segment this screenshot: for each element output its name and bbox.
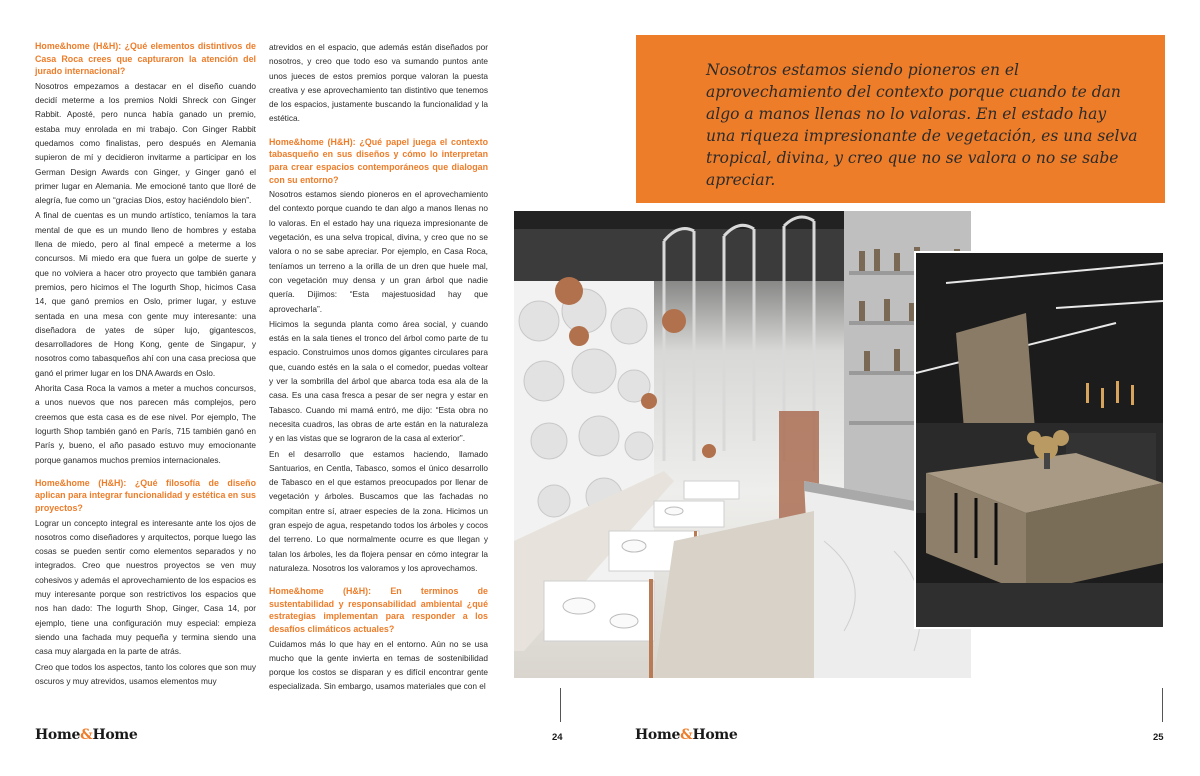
- page-number: 24: [552, 732, 563, 743]
- magazine-logo: [635, 727, 738, 743]
- paragraph: Hicimos la segunda planta como área social, y cuando estás en la sala tienes el tronco del árbol como parte de tu espacio. Construimos unos domos gigantes circulares para que, cuando estés en la sala o el comedor, puedas voltear y ver la sombrilla del árbol que abarca toda esa ala de la casa. Es una casa fresca a pesar de ser negra y estar en Tabasco. Cuando mi mamá entró, me dijo: “Esta obra no necesita cuadros, las obras de arte están en la naturaleza y en las vistas que se lograron de la casa al exterior”.: [269, 318, 488, 444]
- restaurant-interior-photo: [514, 211, 971, 678]
- divider: [1162, 688, 1163, 722]
- logo-word: Home: [692, 727, 738, 743]
- logo-ampersand: &: [680, 727, 693, 743]
- logo-ampersand: &: [80, 727, 93, 743]
- logo-word: Home: [92, 727, 138, 743]
- pull-quote: Nosotros estamos siendo pioneros en el aprovechamiento del contexto porque cuando te dan algo a manos llenas no lo valoras. En el estado hay una riqueza impresionante de vegetación, es una selva tropical, divina, y creo que no se valora o no se sabe apreciar.: [706, 61, 1138, 189]
- paragraph: Nosotros estamos siendo pioneros en el aprovechamiento del contexto porque cuando te dan algo a manos llenas no lo valoras. En el estado hay una riqueza impresionante de vegetación, es una selva tropical, divina, y creo que no se valora o no se sabe apreciar. Por ejemplo, en Casa Roca, teníamos un terreno a la orilla de un dren que huele mal, con vegetación muy densa y un gran árbol que nadie quería. Dijimos: “Esta majestuosidad hay que aprovecharla”.: [269, 189, 488, 314]
- question-heading: Home&home (H&H): ¿Qué elementos distintivos de Casa Roca crees que capturaron la atención del jurado internacional?: [35, 41, 256, 77]
- pull-quote-box: [636, 35, 1165, 203]
- text-column-2: [269, 40, 488, 695]
- paragraph: En el desarrollo que estamos haciendo, llamado Santuarios, en Centla, Tabasco, somos el único desarrollo de Tabasco en el que estamos preocupados por llenar de vegetación y árboles. Buscamos que las fachadas no compitan entre sí, atraer especies de la zona. Hicimos un gran espejo de agua, respetando todos los árboles y cocos del terreno. Lo que normalmente ocurre es que llegan y talan los árboles, les da flojera pensar en cómo integrar la naturaleza. Nosotros los valoramos y los aprovechamos.: [269, 448, 488, 573]
- paragraph: Lograr un concepto integral es interesante ante los ojos de nosotros como diseñadores y arquitectos, porque luego las cosas se pueden sentir como elementos separados y no integrados. Creo que nuestros proyectos se ven muy cohesivos y además el aprovechamiento de los espacios es muy interesante porque son restrictivos los espacios que nos han dado: The Iogurth Shop, Ginger, Casa 14, por ejemplo, tiene una configuración muy especial: empieza siendo una fachada muy pequeña y termina siendo una casa muy alargada en la parte de atrás.: [35, 517, 256, 657]
- text-column-1: [35, 40, 256, 689]
- magazine-logo: [35, 727, 138, 743]
- logo-word: Home: [35, 727, 81, 743]
- kitchen-illustration: [916, 253, 1163, 627]
- paragraph: Ahorita Casa Roca la vamos a meter a muchos concursos, a unos nuevos que nos parecen más complejos, pero creemos que esta casa es de ese nivel. Por ejemplo, The Iogurth Shop también ganó en París, 715 también ganó en París y, bueno, el año pasado estuvo muy emocionante porque ganamos muchos premios internacionales.: [35, 383, 256, 465]
- paragraph: Cuidamos más lo que hay en el entorno. Aún no se usa mucho que la gente invierta en temas de sostenibilidad porque los costos se disparan y es difícil encontrar gente especializada. Sin embargo, usamos materiales que con el: [269, 638, 488, 692]
- kitchen-interior-photo: [914, 251, 1165, 629]
- divider: [560, 688, 561, 722]
- page-number: 25: [1153, 732, 1164, 743]
- question-heading: Home&home (H&H): ¿Qué filosofía de diseño aplican para integrar funcionalidad y estética en sus proyectos?: [35, 477, 256, 513]
- restaurant-illustration: [514, 211, 971, 678]
- logo-word: Home: [635, 727, 681, 743]
- paragraph: A final de cuentas es un mundo artístico, teníamos la tara mental de que es un mundo lleno de hombres y estaba llena de miedo, pero al final empecé a meterme a los concursos. Mi miedo era que fuera un golpe de suerte y que no volviera a hacer otro proyecto que también ganara premios, pero hicimos el The Iogurth Shop, hicimos Casa 14, que ganó premios en Oslo, primer lugar, y estuve sentada en una mesa con gente muy interesante: una diseñadora de yates de súper lujo, gigantescos, desarrolladores de Hong Kong, gente de Singapur, y nosotros como tabasqueños ahí con una casa preciosa que ganó el primer lugar en los DNA Awards en Oslo.: [35, 210, 256, 378]
- question-heading: Home&home (H&H): ¿Qué papel juega el contexto tabasqueño en sus diseños y cómo lo interpretan para crear espacios contemporáneos que dialogan con su entorno?: [269, 136, 488, 185]
- question-heading: Home&home (H&H): En terminos de sustentabilidad y responsabilidad ambiental ¿qué estrategias implementan para responder a los desafíos climáticos actuales?: [269, 586, 488, 634]
- paragraph: atrevidos en el espacio, que además están diseñados por nosotros, y creo que todo eso va sumando puntos ante unos jueces de estos premios porque valoran la puesta creativa y ese aprovechamiento tan distintivo que tenemos de los espacios, justamente buscando la funcionalidad y la estética.: [269, 42, 488, 124]
- paragraph: Creo que todos los aspectos, tanto los colores que son muy oscuros y muy atrevidos, usamos elementos muy: [35, 661, 256, 686]
- paragraph: Nosotros empezamos a destacar en el diseño cuando decidí meterme a los premios Noldi Shreck con Ginger Rabbit. Aposté, pero nunca había ganado un premio, estaba muy enrolada en mi trabajo. Con Ginger Rabbit quedamos como finalistas, pero después en Alemania supieron de mí y decidieron invitarme a participar en los German Design Awards con Ginger, y Ginger ganó el primer lugar en Alemania. Me emocioné tanto que lloré de alegría, fue como un “gracias Dios, estoy haciéndolo bien”.: [35, 80, 256, 206]
